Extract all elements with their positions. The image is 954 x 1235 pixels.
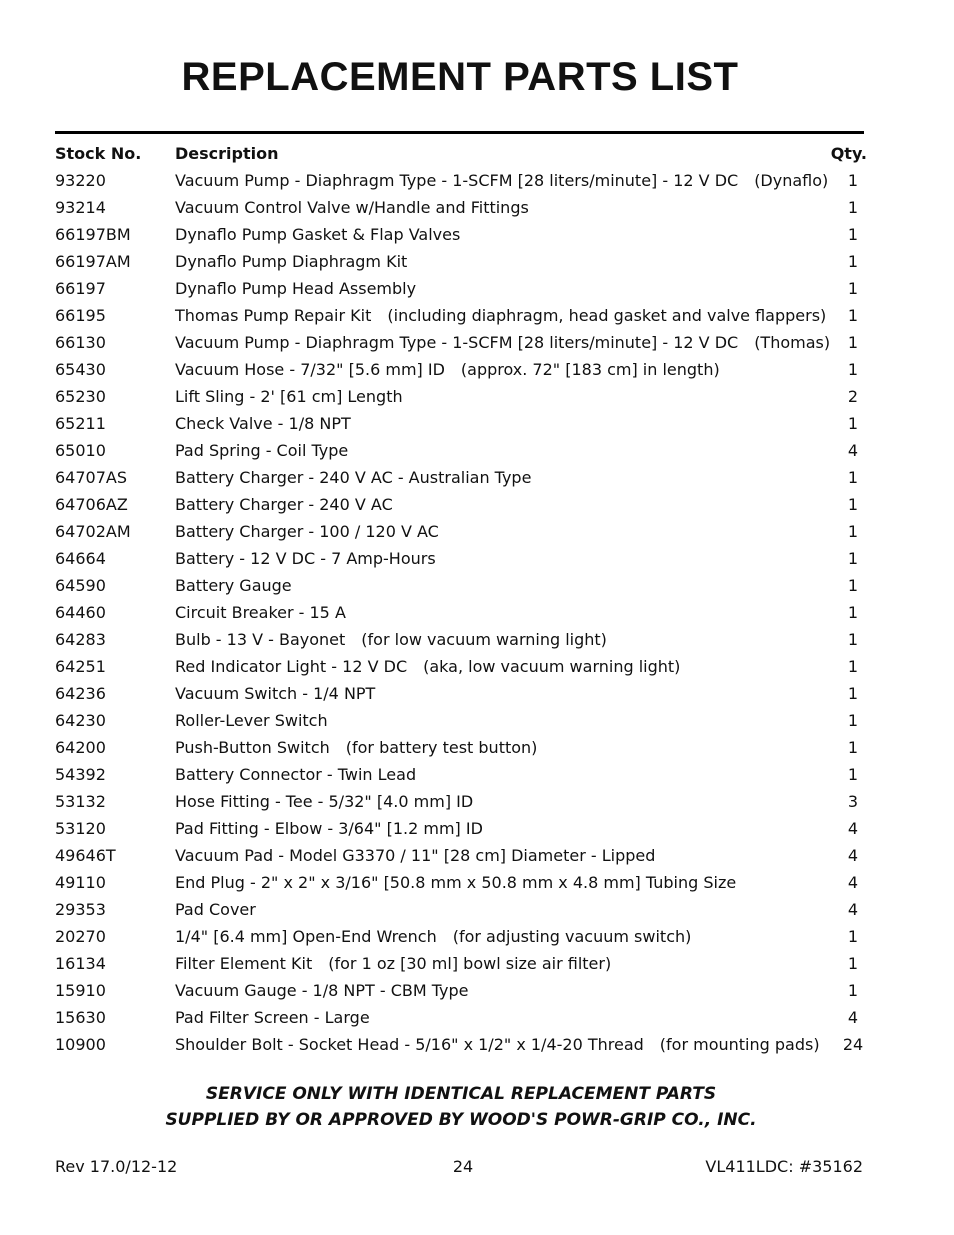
footer-document-id: VL411LDC: #35162	[705, 1157, 863, 1176]
column-header-description: Description	[175, 144, 279, 163]
stock-number-cell: 15630	[55, 1008, 106, 1027]
quantity-cell: 1	[847, 495, 859, 514]
stock-number-cell: 66197BM	[55, 225, 131, 244]
table-row	[55, 950, 867, 977]
description-cell: Vacuum Pump - Diaphragm Type - 1-SCFM [28 liters/minute] - 12 V DC (Dynaflo)	[175, 171, 829, 190]
table-row	[55, 734, 867, 761]
table-row	[55, 842, 867, 869]
quantity-cell: 4	[847, 441, 859, 460]
table-row	[55, 707, 867, 734]
footer-revision: Rev 17.0/12-12	[55, 1157, 178, 1176]
table-row	[55, 437, 867, 464]
description-cell: Filter Element Kit (for 1 oz [30 ml] bowl size air filter)	[175, 954, 612, 973]
stock-number-cell: 15910	[55, 981, 106, 1000]
stock-number-cell: 65010	[55, 441, 106, 460]
stock-number-cell: 64707AS	[55, 468, 127, 487]
table-row	[55, 167, 867, 194]
stock-number-cell: 64283	[55, 630, 106, 649]
table-row	[55, 383, 867, 410]
table-row	[55, 356, 867, 383]
table-row	[55, 1004, 867, 1031]
table-row	[55, 518, 867, 545]
stock-number-cell: 64236	[55, 684, 106, 703]
description-cell: Vacuum Switch - 1/4 NPT	[175, 684, 376, 703]
quantity-cell: 2	[847, 387, 859, 406]
description-cell: Roller-Lever Switch	[175, 711, 328, 730]
description-cell: Circuit Breaker - 15 A	[175, 603, 346, 622]
quantity-cell: 1	[847, 927, 859, 946]
table-row	[55, 653, 867, 680]
quantity-cell: 1	[847, 333, 859, 352]
stock-number-cell: 64664	[55, 549, 106, 568]
quantity-cell: 1	[847, 198, 859, 217]
description-cell: Push-Button Switch (for battery test button)	[175, 738, 538, 757]
stock-number-cell: 16134	[55, 954, 106, 973]
service-notice-line-2: SUPPLIED BY OR APPROVED BY WOOD'S POWR-GRIP CO., INC.	[165, 1110, 757, 1130]
stock-number-cell: 66197AM	[55, 252, 131, 271]
stock-number-cell: 65430	[55, 360, 106, 379]
table-row	[55, 869, 867, 896]
stock-number-cell: 20270	[55, 927, 106, 946]
description-cell: Battery Charger - 240 V AC	[175, 495, 393, 514]
stock-number-cell: 93214	[55, 198, 106, 217]
description-cell: Vacuum Hose - 7/32" [5.6 mm] ID (approx. 72" [183 cm] in length)	[175, 360, 720, 379]
table-row	[55, 1031, 867, 1058]
stock-number-cell: 64251	[55, 657, 106, 676]
quantity-cell: 1	[847, 954, 859, 973]
table-row	[55, 464, 867, 491]
quantity-cell: 1	[847, 765, 859, 784]
description-cell: Check Valve - 1/8 NPT	[175, 414, 351, 433]
description-cell: Pad Filter Screen - Large	[175, 1008, 370, 1027]
description-cell: Shoulder Bolt - Socket Head - 5/16" x 1/2" x 1/4-20 Thread (for mounting pads)	[175, 1035, 820, 1054]
column-header-qty: Qty.	[830, 144, 867, 163]
table-row	[55, 896, 867, 923]
stock-number-cell: 66130	[55, 333, 106, 352]
quantity-cell: 1	[847, 657, 859, 676]
table-row	[55, 275, 867, 302]
quantity-cell: 1	[847, 603, 859, 622]
parts-table-body	[55, 167, 867, 1058]
description-cell: Pad Spring - Coil Type	[175, 441, 349, 460]
stock-number-cell: 10900	[55, 1035, 106, 1054]
quantity-cell: 1	[847, 684, 859, 703]
quantity-cell: 4	[847, 819, 859, 838]
description-cell: Dynaflo Pump Diaphragm Kit	[175, 252, 408, 271]
quantity-cell: 1	[847, 279, 859, 298]
description-cell: Battery Gauge	[175, 576, 292, 595]
stock-number-cell: 64230	[55, 711, 106, 730]
description-cell: Vacuum Pump - Diaphragm Type - 1-SCFM [28 liters/minute] - 12 V DC (Thomas)	[175, 333, 831, 352]
stock-number-cell: 53120	[55, 819, 106, 838]
table-row	[55, 221, 867, 248]
page-title: REPLACEMENT PARTS LIST	[181, 55, 739, 99]
description-cell: Pad Fitting - Elbow - 3/64" [1.2 mm] ID	[175, 819, 483, 838]
table-row	[55, 680, 867, 707]
description-cell: Vacuum Pad - Model G3370 / 11" [28 cm] Diameter - Lipped	[175, 846, 656, 865]
table-row	[55, 545, 867, 572]
table-row	[55, 977, 867, 1004]
service-notice	[0, 1081, 922, 1133]
table-row	[55, 923, 867, 950]
footer-page-number: 24	[452, 1157, 474, 1176]
table-row	[55, 491, 867, 518]
table-header-row	[55, 140, 867, 167]
description-cell: Hose Fitting - Tee - 5/32" [4.0 mm] ID	[175, 792, 474, 811]
stock-number-cell: 64200	[55, 738, 106, 757]
description-cell: Bulb - 13 V - Bayonet (for low vacuum warning light)	[175, 630, 607, 649]
stock-number-cell: 64460	[55, 603, 106, 622]
quantity-cell: 1	[847, 981, 859, 1000]
description-cell: Dynaflo Pump Gasket & Flap Valves	[175, 225, 461, 244]
stock-number-cell: 66195	[55, 306, 106, 325]
parts-table	[55, 140, 867, 1058]
table-row	[55, 815, 867, 842]
quantity-cell: 1	[847, 306, 859, 325]
table-row	[55, 788, 867, 815]
title-divider	[55, 131, 864, 134]
quantity-cell: 1	[847, 549, 859, 568]
description-cell: End Plug - 2" x 2" x 3/16" [50.8 mm x 50.8 mm x 4.8 mm] Tubing Size	[175, 873, 737, 892]
table-row	[55, 572, 867, 599]
table-row	[55, 329, 867, 356]
stock-number-cell: 49110	[55, 873, 106, 892]
description-cell: 1/4" [6.4 mm] Open-End Wrench (for adjusting vacuum switch)	[175, 927, 692, 946]
description-cell: Pad Cover	[175, 900, 256, 919]
stock-number-cell: 64702AM	[55, 522, 131, 541]
quantity-cell: 1	[847, 468, 859, 487]
description-cell: Battery Charger - 240 V AC - Australian Type	[175, 468, 532, 487]
quantity-cell: 4	[847, 900, 859, 919]
stock-number-cell: 93220	[55, 171, 106, 190]
description-cell: Battery Charger - 100 / 120 V AC	[175, 522, 439, 541]
quantity-cell: 4	[847, 873, 859, 892]
quantity-cell: 1	[847, 225, 859, 244]
description-cell: Battery - 12 V DC - 7 Amp-Hours	[175, 549, 436, 568]
stock-number-cell: 29353	[55, 900, 106, 919]
quantity-cell: 3	[847, 792, 859, 811]
description-cell: Vacuum Gauge - 1/8 NPT - CBM Type	[175, 981, 469, 1000]
table-row	[55, 761, 867, 788]
quantity-cell: 1	[847, 630, 859, 649]
stock-number-cell: 49646T	[55, 846, 116, 865]
quantity-cell: 1	[847, 171, 859, 190]
stock-number-cell: 54392	[55, 765, 106, 784]
quantity-cell: 1	[847, 360, 859, 379]
stock-number-cell: 65230	[55, 387, 106, 406]
quantity-cell: 1	[847, 711, 859, 730]
service-notice-line-1: SERVICE ONLY WITH IDENTICAL REPLACEMENT PARTS	[205, 1084, 717, 1104]
description-cell: Lift Sling - 2' [61 cm] Length	[175, 387, 403, 406]
stock-number-cell: 66197	[55, 279, 106, 298]
table-row	[55, 599, 867, 626]
quantity-cell: 1	[847, 522, 859, 541]
quantity-cell: 4	[847, 846, 859, 865]
quantity-cell: 1	[847, 576, 859, 595]
description-cell: Vacuum Control Valve w/Handle and Fittings	[175, 198, 529, 217]
stock-number-cell: 65211	[55, 414, 106, 433]
table-row	[55, 302, 867, 329]
column-header-stock: Stock No.	[55, 144, 142, 163]
description-cell: Thomas Pump Repair Kit (including diaphragm, head gasket and valve flappers)	[175, 306, 827, 325]
table-row	[55, 194, 867, 221]
table-row	[55, 248, 867, 275]
table-row	[55, 626, 867, 653]
description-cell: Battery Connector - Twin Lead	[175, 765, 417, 784]
quantity-cell: 1	[847, 738, 859, 757]
description-cell: Red Indicator Light - 12 V DC (aka, low vacuum warning light)	[175, 657, 681, 676]
quantity-cell: 4	[847, 1008, 859, 1027]
stock-number-cell: 64590	[55, 576, 106, 595]
stock-number-cell: 53132	[55, 792, 106, 811]
description-cell: Dynaflo Pump Head Assembly	[175, 279, 417, 298]
quantity-cell: 24	[842, 1035, 864, 1054]
quantity-cell: 1	[847, 414, 859, 433]
stock-number-cell: 64706AZ	[55, 495, 128, 514]
quantity-cell: 1	[847, 252, 859, 271]
table-row	[55, 410, 867, 437]
